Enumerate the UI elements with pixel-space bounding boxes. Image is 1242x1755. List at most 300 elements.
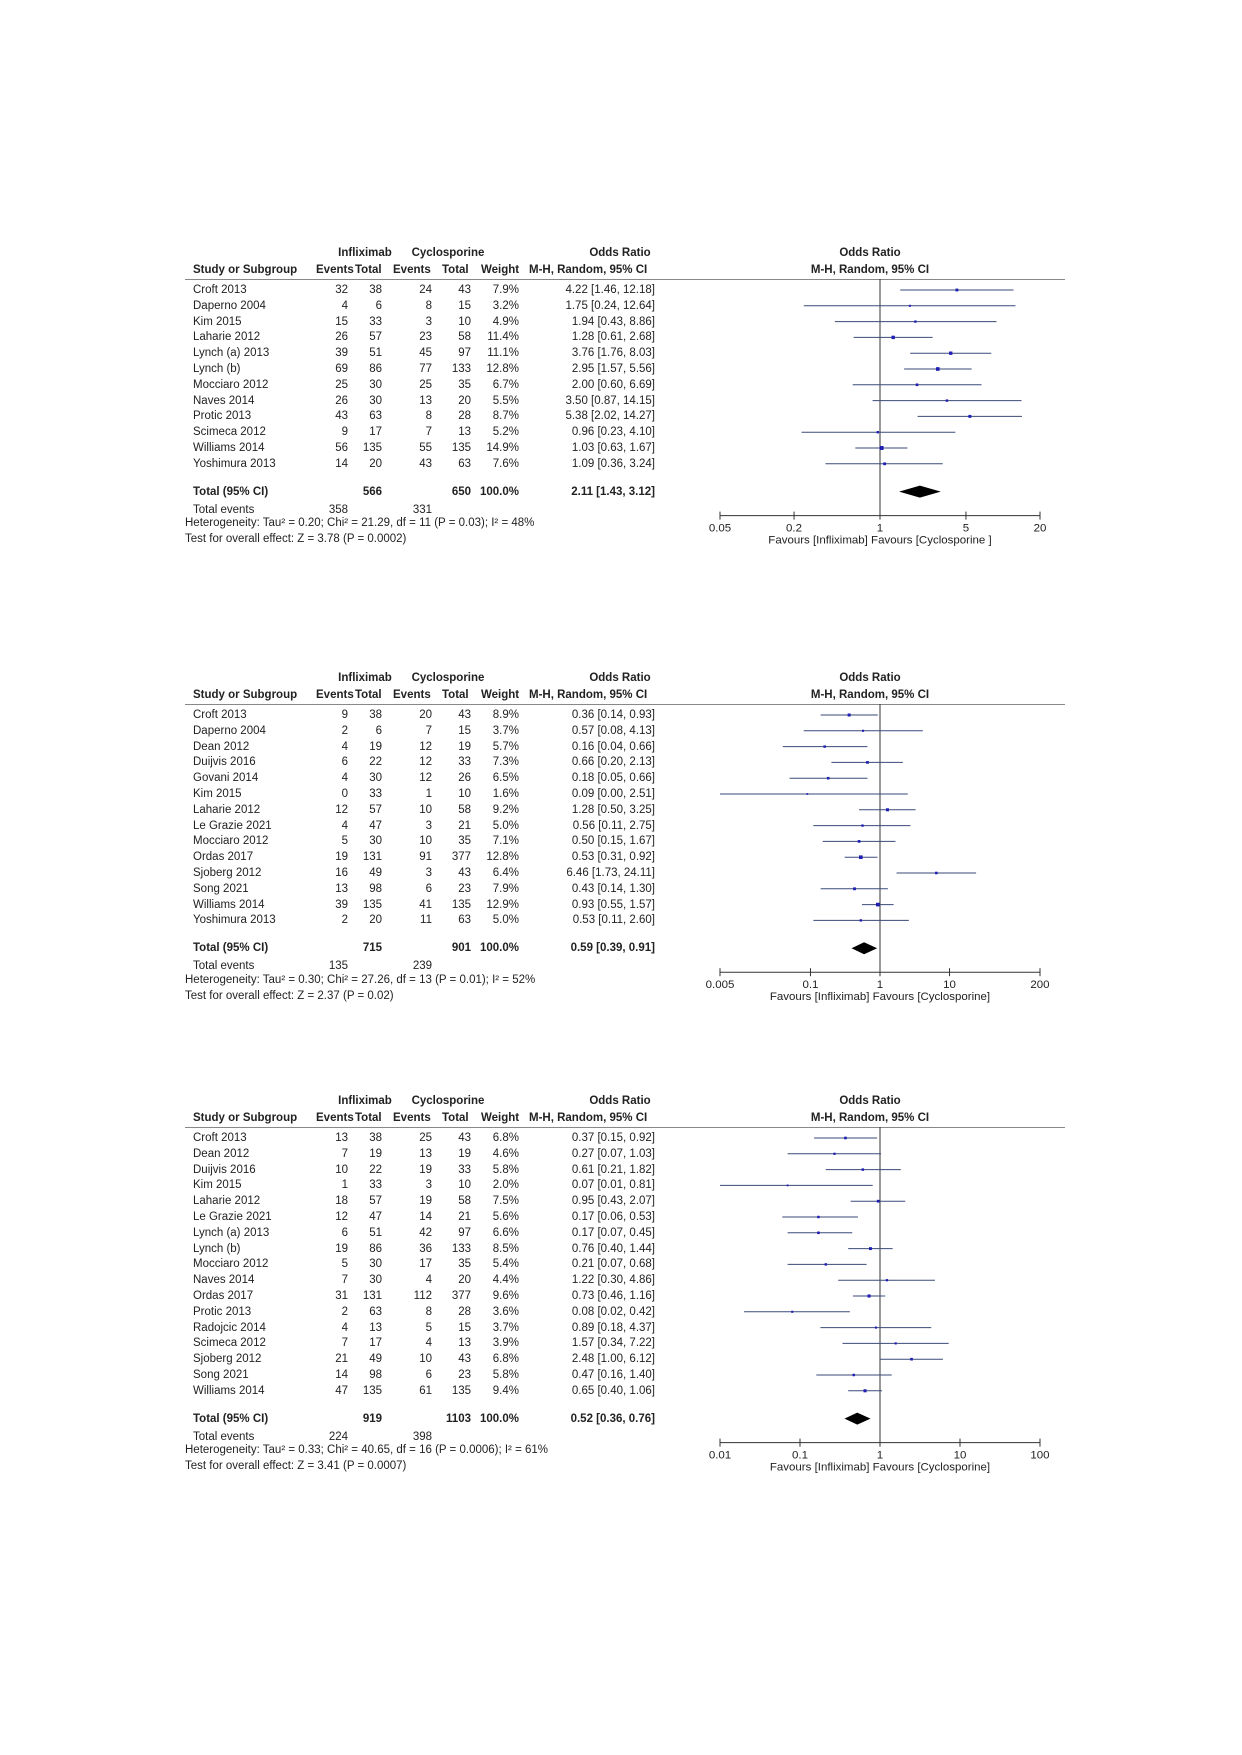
events2: 10 [419, 803, 432, 816]
total-weight: 100.0% [479, 485, 519, 498]
weight: 5.2% [492, 426, 519, 439]
events2: 42 [419, 1226, 432, 1239]
total2: 35 [458, 378, 471, 391]
weight: 3.7% [492, 1321, 519, 1334]
or-ci: 1.28 [0.50, 3.25] [571, 803, 655, 816]
total1: 33 [369, 788, 382, 800]
or-ci: 1.22 [0.30, 4.86] [571, 1274, 655, 1287]
events1: 14 [335, 1369, 348, 1381]
total2: 43 [458, 709, 471, 721]
weight: 4.4% [492, 1274, 519, 1287]
total2: 21 [458, 819, 471, 832]
x-tick-label: 1 [876, 522, 884, 535]
weight: 5.8% [492, 1369, 519, 1381]
study-point [868, 1294, 871, 1297]
col-events2: Events [393, 264, 431, 276]
study-name: Lynch (a) 2013 [193, 347, 270, 360]
study-name: Sjoberg 2012 [193, 867, 262, 879]
study-name: Croft 2013 [193, 1132, 247, 1144]
weight: 8.7% [492, 410, 519, 423]
study-point [914, 320, 916, 322]
x-tick-label: 0.05 [708, 522, 732, 535]
or-ci: 0.95 [0.43, 2.07] [571, 1195, 655, 1208]
or-ci: 0.53 [0.31, 0.92] [571, 851, 655, 864]
total2: 28 [458, 1305, 471, 1318]
events1: 19 [335, 851, 348, 864]
total2: 97 [458, 347, 471, 360]
total1: 135 [362, 1384, 382, 1397]
study-name: Scimeca 2012 [193, 426, 266, 439]
heterogeneity-text: Heterogeneity: Tau² = 0.20; Chi² = 21.29, df = 11 (P = 0.03); I² = 48% [185, 517, 535, 530]
weight: 3.6% [492, 1305, 519, 1318]
or-plot-title: Odds Ratio [839, 1095, 901, 1107]
events2: 3 [425, 867, 432, 879]
events2: 13 [419, 394, 432, 407]
total-weight: 100.0% [479, 1412, 519, 1425]
study-name: Ordas 2017 [193, 851, 254, 864]
or-plot-title: Odds Ratio [839, 247, 901, 259]
weight: 7.9% [492, 284, 519, 296]
study-name: Williams 2014 [193, 442, 265, 454]
study-point [844, 1137, 847, 1140]
total2: 33 [458, 1163, 471, 1176]
col-or: M-H, Random, 95% CI [529, 264, 648, 276]
events1: 7 [341, 1274, 348, 1287]
total1: 63 [369, 410, 382, 423]
weight: 2.0% [492, 1179, 519, 1192]
total1: 22 [369, 1163, 382, 1176]
total-events2: 331 [412, 503, 432, 516]
or-ci: 0.47 [0.16, 1.40] [571, 1369, 655, 1381]
or-ci: 0.89 [0.18, 4.37] [571, 1321, 655, 1334]
total2: 63 [458, 914, 471, 927]
events2: 12 [419, 756, 432, 769]
weight: 8.5% [492, 1242, 519, 1255]
events2: 91 [419, 851, 432, 864]
x-tick-label: 0.01 [708, 1449, 732, 1462]
total1: 6 [375, 724, 382, 737]
or-ci: 1.09 [0.36, 3.24] [571, 457, 655, 470]
events1: 32 [335, 284, 348, 296]
events2: 36 [419, 1242, 432, 1255]
total-events1: 135 [328, 960, 348, 973]
x-tick-label: 5 [962, 522, 970, 535]
total-weight: 100.0% [479, 942, 519, 955]
weight: 9.4% [492, 1384, 519, 1397]
study-point [862, 1168, 864, 1170]
or-ci: 0.17 [0.07, 0.45] [571, 1226, 655, 1239]
events1: 12 [335, 803, 348, 816]
group1-header: Infliximab [338, 1095, 392, 1107]
total1: 919 [362, 1412, 382, 1425]
total2: 13 [458, 426, 471, 439]
total1: 30 [369, 1274, 382, 1287]
or-ci: 0.17 [0.06, 0.53] [571, 1211, 655, 1223]
col-study: Study or Subgroup [193, 689, 298, 701]
events2: 10 [419, 835, 432, 848]
study-point [864, 1389, 867, 1392]
total2: 33 [458, 756, 471, 769]
total1: 20 [369, 914, 382, 927]
study-point [791, 1311, 793, 1313]
col-events1: Events [316, 1112, 354, 1124]
total1: 49 [369, 867, 382, 879]
overall-effect-text: Test for overall effect: Z = 2.37 (P = 0.02) [185, 989, 394, 1002]
weight: 7.3% [492, 756, 519, 769]
or-ci: 0.37 [0.15, 0.92] [571, 1132, 655, 1144]
total1: 47 [369, 1211, 382, 1223]
total2: 377 [451, 851, 471, 864]
weight: 12.8% [486, 363, 519, 375]
total2: 58 [458, 331, 471, 344]
study-name: Song 2021 [193, 882, 249, 895]
weight: 5.8% [492, 1163, 519, 1176]
study-point [875, 1327, 877, 1329]
events2: 7 [425, 426, 432, 439]
study-name: Le Grazie 2021 [193, 1211, 272, 1223]
total1: 22 [369, 756, 382, 769]
events1: 6 [341, 1226, 348, 1239]
pooled-diamond [852, 942, 878, 954]
col-or-plot: M-H, Random, 95% CI [810, 1112, 930, 1124]
total-events-label: Total events [193, 960, 255, 973]
total2: 133 [451, 363, 471, 375]
study-name: Laharie 2012 [193, 331, 261, 344]
events1: 39 [335, 898, 348, 911]
col-events1: Events [316, 689, 354, 701]
study-name: Dean 2012 [193, 740, 250, 753]
total1: 51 [369, 1226, 382, 1239]
x-tick-label: 0.2 [786, 522, 803, 535]
study-point [935, 872, 938, 875]
group1-header: Infliximab [338, 247, 392, 259]
total1: 30 [369, 394, 382, 407]
overall-effect-text: Test for overall effect: Z = 3.41 (P = 0.0007) [185, 1460, 407, 1473]
study-point [955, 289, 958, 292]
events1: 43 [335, 410, 348, 423]
total1: 38 [369, 1132, 382, 1144]
study-name: Radojcic 2014 [193, 1321, 266, 1334]
events1: 31 [335, 1290, 348, 1302]
study-name: Kim 2015 [193, 788, 242, 800]
or-ci: 1.03 [0.63, 1.67] [571, 442, 655, 454]
events2: 43 [419, 457, 432, 470]
study-name: Croft 2013 [193, 284, 247, 296]
study-name: Duijvis 2016 [193, 1163, 256, 1176]
total2: 35 [458, 1258, 471, 1271]
or-ci: 0.16 [0.04, 0.66] [571, 740, 655, 753]
events2: 1 [425, 788, 432, 800]
events1: 15 [335, 315, 348, 328]
study-name: Scimeca 2012 [193, 1337, 266, 1350]
events1: 2 [341, 724, 348, 737]
events1: 39 [335, 347, 348, 360]
col-study: Study or Subgroup [193, 1112, 298, 1124]
total1: 19 [369, 740, 382, 753]
total2: 133 [451, 1242, 471, 1255]
study-point [877, 431, 879, 433]
x-tick-label: 1 [876, 979, 884, 992]
total-label: Total (95% CI) [193, 942, 269, 955]
events1: 10 [335, 1163, 348, 1176]
weight: 11.4% [487, 331, 519, 344]
study-name: Yoshimura 2013 [193, 457, 276, 470]
or-ci: 0.96 [0.23, 4.10] [571, 426, 655, 439]
study-name: Laharie 2012 [193, 803, 261, 816]
study-name: Duijvis 2016 [193, 756, 256, 769]
group2-header: Cyclosporine [411, 1095, 485, 1107]
events1: 26 [335, 394, 348, 407]
events1: 26 [335, 331, 348, 344]
total1: 63 [369, 1305, 382, 1318]
total1: 30 [369, 1258, 382, 1271]
study-point [936, 367, 940, 371]
x-tick-label: 100 [1030, 1449, 1050, 1462]
study-name: Song 2021 [193, 1369, 249, 1381]
or-ci: 1.94 [0.43, 8.86] [571, 315, 655, 328]
total2: 23 [458, 882, 471, 895]
overall-effect-text: Test for overall effect: Z = 3.78 (P = 0.0002) [185, 533, 407, 546]
forest-panel-3 [185, 1095, 1065, 1503]
events2: 25 [419, 1132, 432, 1144]
or-ci: 0.18 [0.05, 0.66] [571, 772, 655, 785]
total-or-ci: 0.59 [0.39, 0.91] [570, 942, 655, 955]
total2: 21 [458, 1211, 471, 1223]
total1: 86 [369, 1242, 382, 1255]
events1: 2 [341, 914, 348, 927]
total2: 20 [458, 1274, 471, 1287]
weight: 9.6% [492, 1290, 519, 1302]
total2: 15 [458, 299, 471, 312]
or-ci: 0.21 [0.07, 0.68] [571, 1258, 655, 1271]
total1: 98 [369, 1369, 382, 1381]
weight: 8.9% [492, 709, 519, 721]
col-weight: Weight [481, 1112, 520, 1124]
x-tick-label: 20 [1033, 522, 1047, 535]
col-weight: Weight [481, 689, 520, 701]
study-name: Williams 2014 [193, 1384, 265, 1397]
events2: 3 [425, 315, 432, 328]
total-events1: 224 [328, 1430, 348, 1443]
heterogeneity-text: Heterogeneity: Tau² = 0.30; Chi² = 27.26, df = 13 (P = 0.01); I² = 52% [185, 974, 536, 986]
events2: 14 [419, 1211, 432, 1223]
events1: 4 [341, 299, 348, 312]
total2: 10 [458, 315, 471, 328]
events2: 25 [419, 378, 432, 391]
study-point [946, 399, 948, 401]
or-ci: 1.75 [0.24, 12.64] [565, 299, 655, 312]
study-point [833, 1153, 835, 1155]
events1: 56 [335, 442, 348, 454]
total2: 23 [458, 1369, 471, 1381]
total2: 26 [458, 772, 471, 785]
events2: 19 [419, 1195, 432, 1208]
col-events2: Events [393, 1112, 431, 1124]
study-name: Mocciaro 2012 [193, 835, 269, 848]
study-point [949, 352, 952, 355]
total1: 131 [362, 851, 382, 864]
total1: 566 [362, 485, 382, 498]
events1: 2 [341, 1305, 348, 1318]
total2: 43 [458, 1353, 471, 1366]
study-point [848, 714, 851, 717]
or-ci: 0.50 [0.15, 1.67] [571, 835, 655, 848]
study-point [883, 462, 886, 465]
events2: 12 [419, 740, 432, 753]
weight: 7.6% [492, 457, 519, 470]
total-or-ci: 2.11 [1.43, 3.12] [571, 485, 655, 498]
total-label: Total (95% CI) [193, 485, 269, 498]
col-total2: Total [442, 264, 469, 276]
events1: 47 [335, 1384, 348, 1397]
favours-label: Favours [Infliximab] Favours [Cyclosporine ] [768, 534, 992, 547]
weight: 7.5% [492, 1195, 519, 1208]
events2: 61 [419, 1384, 432, 1397]
or-plot-title: Odds Ratio [839, 672, 901, 684]
total1: 49 [369, 1353, 382, 1366]
study-point [853, 1374, 855, 1376]
study-point [806, 793, 808, 795]
study-point [869, 1247, 872, 1250]
study-name: Naves 2014 [193, 394, 255, 407]
total2: 1103 [446, 1412, 471, 1425]
study-point [886, 1279, 888, 1281]
pooled-diamond [899, 486, 941, 498]
total1: 30 [369, 835, 382, 848]
weight: 7.1% [492, 835, 519, 848]
total-events1: 358 [328, 503, 348, 516]
favours-label: Favours [Infliximab] Favours [Cyclosporine] [769, 1461, 991, 1474]
x-tick-label: 10 [953, 1449, 967, 1462]
events1: 0 [341, 788, 348, 800]
total1: 19 [369, 1147, 382, 1160]
total2: 13 [458, 1337, 471, 1350]
weight: 6.4% [492, 867, 519, 879]
events1: 5 [341, 835, 348, 848]
total2: 135 [451, 442, 471, 454]
total-events2: 239 [412, 960, 432, 973]
events2: 7 [425, 724, 432, 737]
total2: 19 [458, 740, 471, 753]
study-point [853, 887, 856, 890]
study-point [787, 1184, 789, 1186]
study-point [827, 777, 830, 780]
total2: 20 [458, 394, 471, 407]
study-point [860, 919, 862, 921]
col-total1: Total [355, 1112, 382, 1124]
x-tick-label: 10 [943, 979, 956, 992]
or-ci: 0.36 [0.14, 0.93] [571, 709, 655, 721]
total1: 135 [362, 442, 382, 454]
events2: 3 [425, 1179, 432, 1192]
or-ci: 2.48 [1.00, 6.12] [571, 1353, 655, 1366]
total2: 10 [458, 788, 471, 800]
or-ci: 0.57 [0.08, 4.13] [571, 724, 655, 737]
total2: 901 [451, 942, 471, 955]
total1: 33 [369, 1179, 382, 1192]
or-ci: 2.00 [0.60, 6.69] [571, 378, 655, 391]
col-total1: Total [355, 264, 382, 276]
weight: 5.0% [492, 914, 519, 927]
or-ci: 0.07 [0.01, 0.81] [571, 1179, 655, 1192]
weight: 12.8% [486, 851, 519, 864]
study-point [968, 415, 971, 418]
col-total1: Total [355, 689, 382, 701]
events2: 41 [419, 898, 432, 911]
study-name: Naves 2014 [193, 1274, 255, 1287]
events2: 12 [419, 772, 432, 785]
total2: 10 [458, 1179, 471, 1192]
col-or-plot: M-H, Random, 95% CI [810, 689, 930, 701]
total1: 17 [369, 1337, 382, 1350]
total2: 650 [451, 485, 471, 498]
weight: 3.9% [492, 1337, 519, 1350]
events2: 8 [425, 410, 432, 423]
study-name: Yoshimura 2013 [193, 914, 276, 927]
total1: 30 [369, 378, 382, 391]
study-point [916, 383, 919, 386]
weight: 5.7% [492, 740, 519, 753]
or-ci: 0.56 [0.11, 2.75] [572, 819, 655, 832]
or-ci: 0.27 [0.07, 1.03] [571, 1147, 655, 1160]
study-point [891, 336, 894, 339]
study-point [861, 824, 863, 826]
total2: 43 [458, 284, 471, 296]
events1: 4 [341, 772, 348, 785]
x-tick-label: 0.005 [705, 979, 735, 992]
col-or-plot: M-H, Random, 95% CI [810, 264, 930, 276]
or-ci: 5.38 [2.02, 14.27] [565, 410, 655, 423]
weight: 5.4% [492, 1258, 519, 1271]
col-total2: Total [442, 689, 469, 701]
total-events-label: Total events [193, 1430, 255, 1443]
or-table-title: Odds Ratio [589, 247, 651, 259]
events2: 19 [419, 1163, 432, 1176]
study-point [817, 1216, 819, 1218]
total2: 19 [458, 1147, 471, 1160]
total-events-label: Total events [193, 503, 255, 516]
col-events1: Events [316, 264, 354, 276]
study-name: Mocciaro 2012 [193, 1258, 269, 1271]
total2: 43 [458, 1132, 471, 1144]
weight: 4.6% [492, 1147, 519, 1160]
or-ci: 0.65 [0.40, 1.06] [571, 1384, 655, 1397]
or-ci: 2.95 [1.57, 5.56] [571, 363, 655, 375]
events1: 9 [341, 709, 348, 721]
or-ci: 0.09 [0.00, 2.51] [571, 788, 655, 800]
study-point [909, 305, 911, 307]
or-ci: 3.76 [1.76, 8.03] [571, 347, 655, 360]
study-point [859, 855, 863, 859]
study-point [880, 446, 884, 450]
events1: 13 [335, 882, 348, 895]
events1: 16 [335, 867, 348, 879]
total2: 97 [458, 1226, 471, 1239]
total2: 377 [451, 1290, 471, 1302]
events2: 11 [420, 914, 432, 927]
weight: 3.7% [492, 724, 519, 737]
or-ci: 6.46 [1.73, 24.11] [566, 867, 655, 879]
forest-panel-2 [185, 672, 1065, 1032]
total1: 51 [369, 347, 382, 360]
total1: 30 [369, 772, 382, 785]
events2: 20 [419, 709, 432, 721]
total2: 135 [451, 898, 471, 911]
col-or: M-H, Random, 95% CI [529, 1112, 648, 1124]
total1: 17 [369, 426, 382, 439]
weight: 7.9% [492, 882, 519, 895]
study-point [866, 761, 869, 764]
